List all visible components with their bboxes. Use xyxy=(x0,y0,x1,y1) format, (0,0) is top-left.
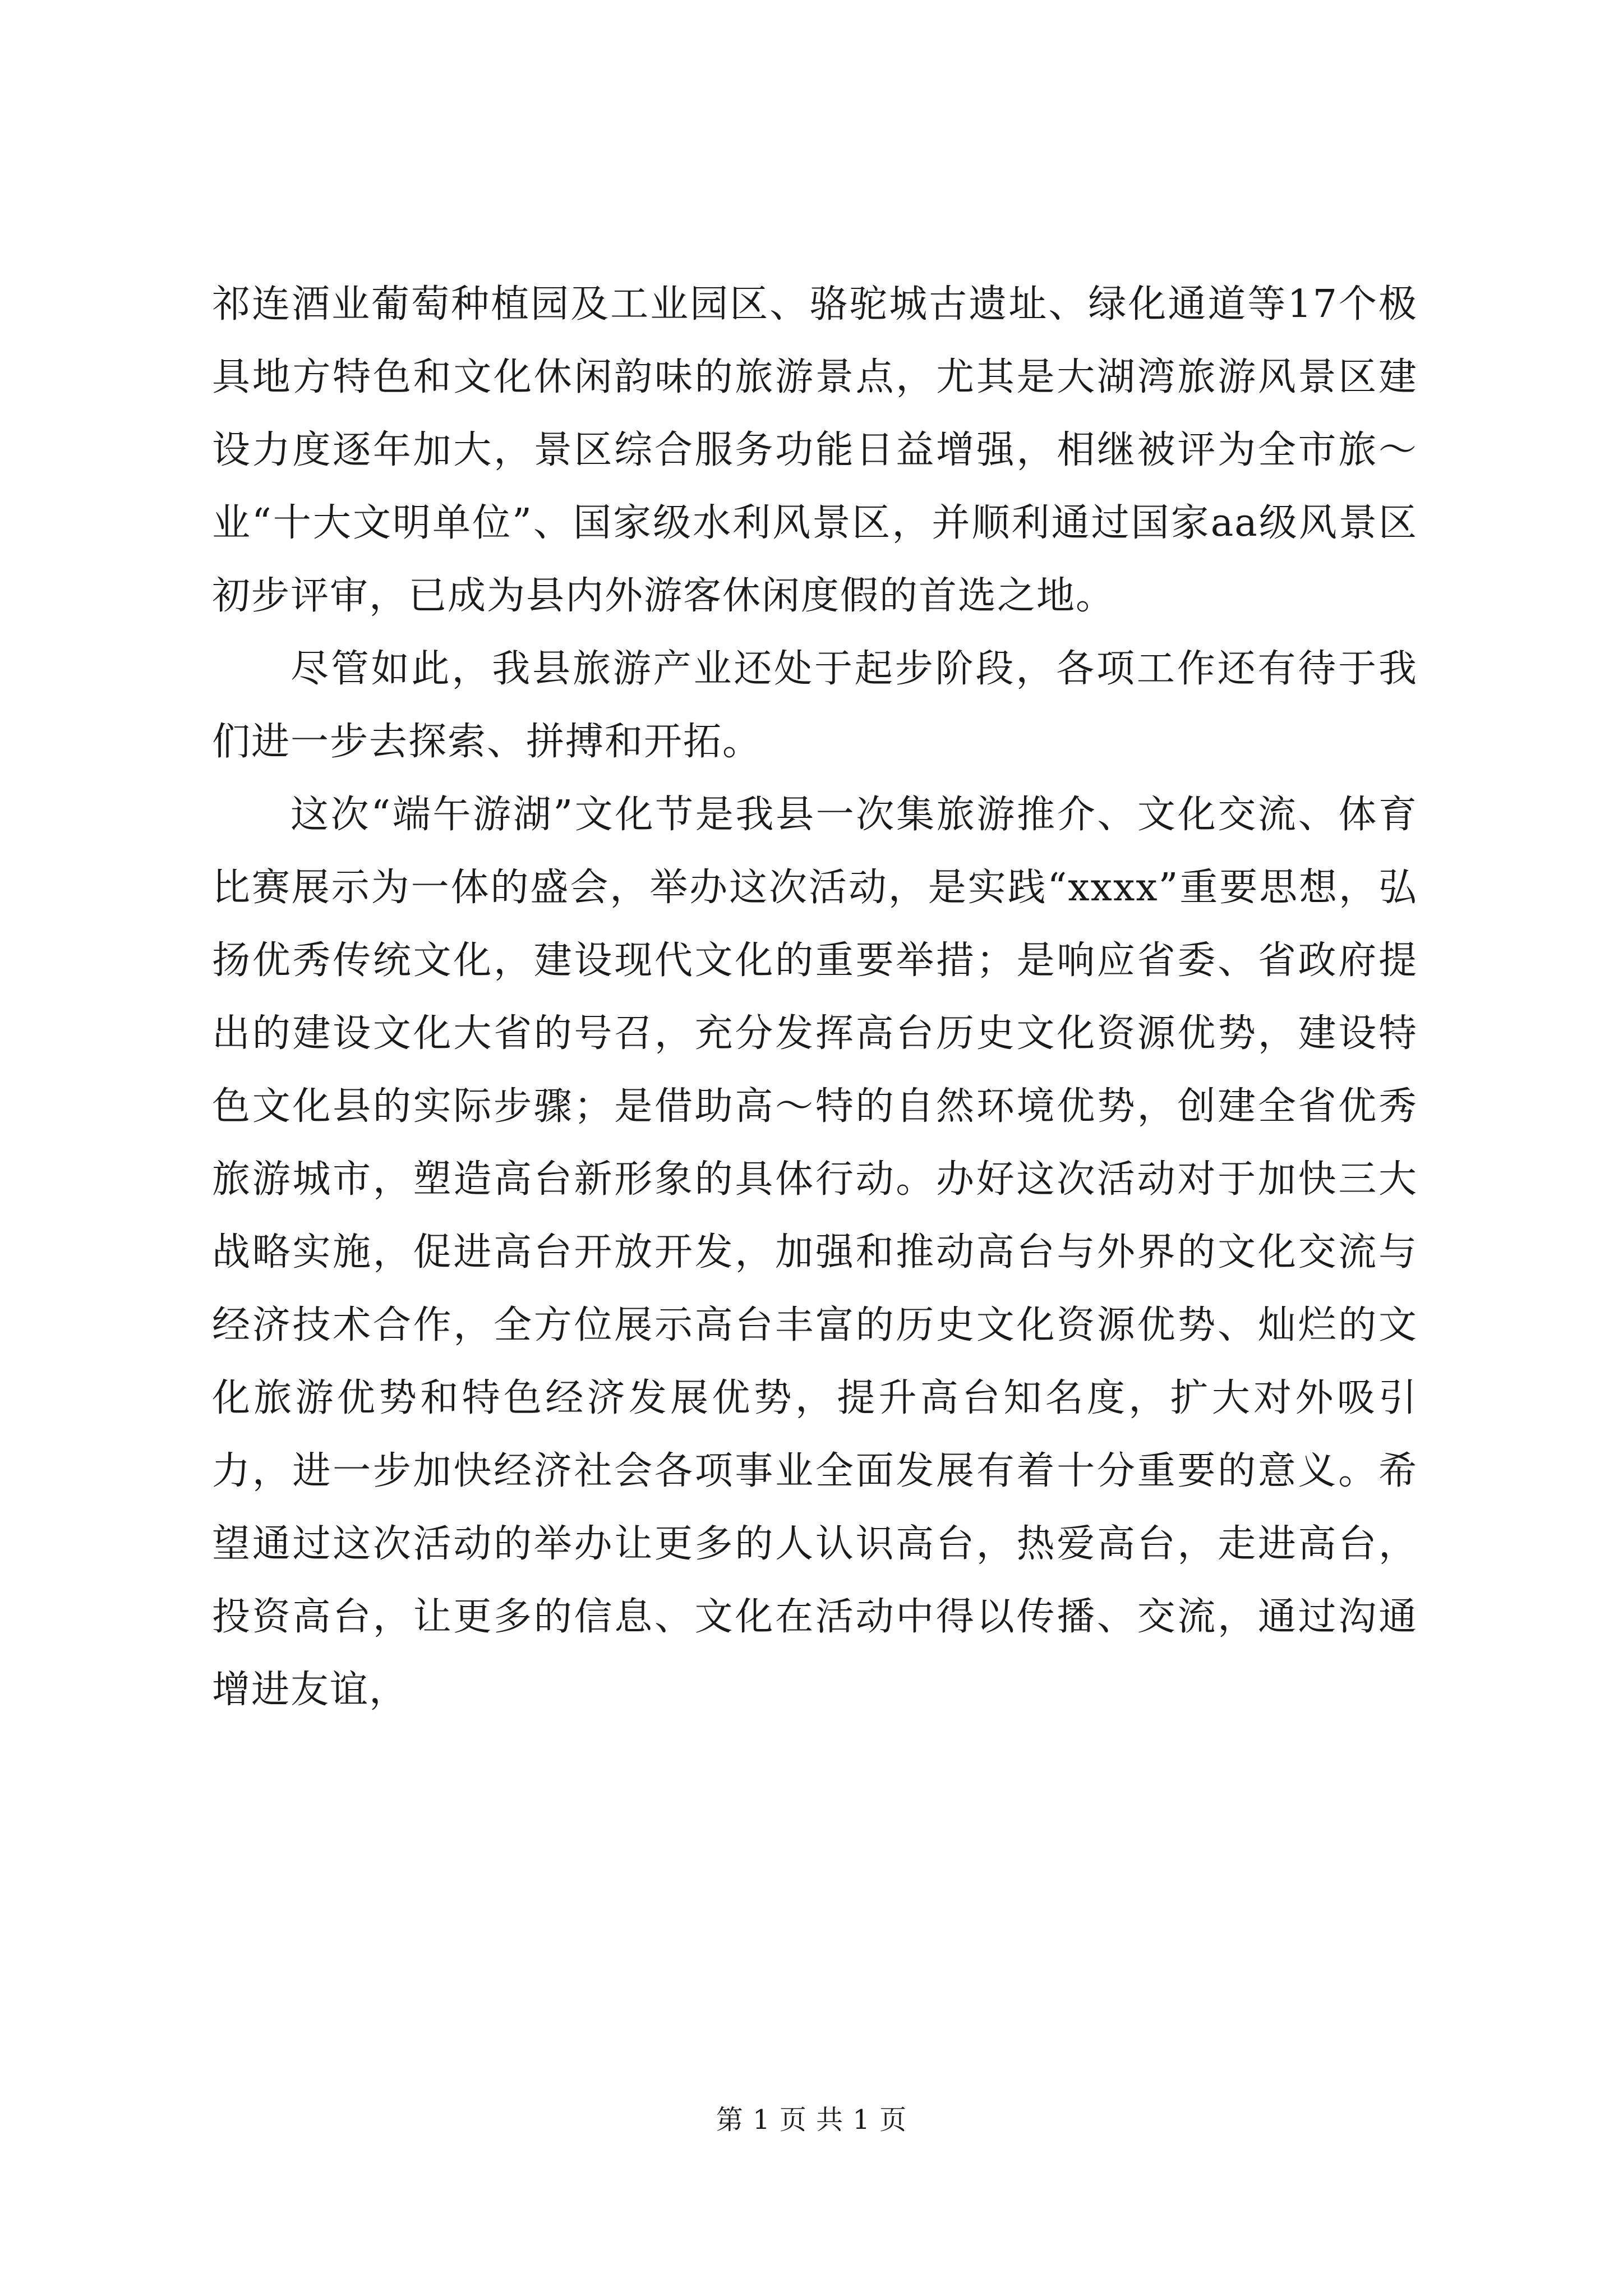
paragraph-development-stage: 尽管如此，我县旅游产业还处于起步阶段，各项工作还有待于我们进一步去探索、拼搏和开拓。 xyxy=(212,647,1418,764)
paragraph-festival-significance: 这次“端午游湖”文化节是我县一次集旅游推介、文化交流、体育比赛展示为一体的盛会，举办这次活动，是实践“xxxx”重要思想，弘扬优秀传统文化，建设现代文化的重要举措；是响应省委、省政府提出的建设文化大省的号召，充分发挥高台历史文化资源优势，建设特色文化县的实际步骤；是借助高～特的自然环境优势，创建全省优秀旅游城市，塑造高台新形象的具体行动。办好这次活动对于加快三大战略实施，促进高台开放开发，加强和推动高台与外界的文化交流与经济技术合作，全方位展示高台丰富的历史文化资源优势、灿烂的文化旅游优势和特色经济发展优势，提升高台知名度，扩大对外吸引力，进一步加快经济社会各项事业全面发展有着十分重要的意义。希望通过这次活动的举办让更多的人认识高台，热爱高台，走进高台，投资高台，让更多的信息、文化在活动中得以传播、交流，通过沟通增进友谊， xyxy=(212,793,1418,1712)
page-number-footer: 第 1 页 共 1 页 xyxy=(716,2104,907,2136)
document-body xyxy=(212,268,1418,1727)
paragraph-continued: 祁连酒业葡萄种植园及工业园区、骆驼城古遗址、绿化通道等17个极具地方特色和文化休闲韵味的旅游景点，尤其是大湖湾旅游风景区建设力度逐年加大，景区综合服务功能日益增强，相继被评为全市旅～业“十大文明单位”、国家级水利风景区，并顺利通过国家aa级风景区初步评审，已成为县内外游客休闲度假的首选之地。 xyxy=(212,282,1418,618)
